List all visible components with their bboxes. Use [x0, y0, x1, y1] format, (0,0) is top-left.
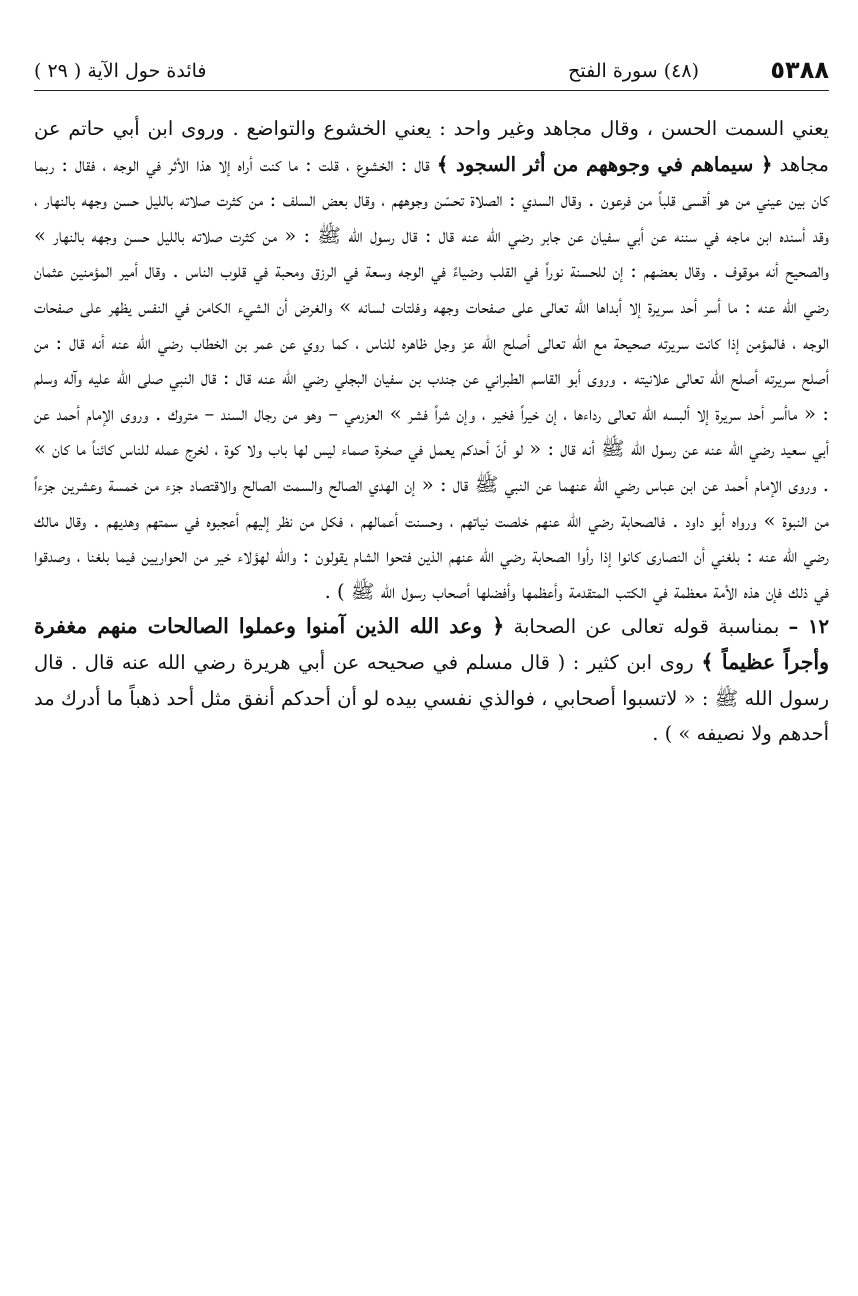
- page-header: [34, 50, 829, 91]
- surah-title: (٤٨) سورة الفتح: [568, 60, 699, 82]
- body-text: [34, 111, 829, 752]
- section-intro: بمناسبة قوله تعالى عن الصحابة: [504, 615, 789, 639]
- paragraph: [34, 111, 829, 609]
- page-number: ٥٣٨٨: [770, 56, 829, 84]
- paragraph-text: يعني السمت الحسن ، وقال مجاهد وغير واحد : يعني الخشوع والتواضع . وروى ابن أبي حاتم عن مجاهد: [34, 117, 829, 176]
- section-text: روى ابن كثير : ( قال مسلم في صحيحه عن أبي هريرة رضي الله عنه قال . قال رسول الله ﷺ : « لاتسبوا أصحابي ، فوالذي نفسي بيده لو أن أحدكم أنفق مثل أحد ذهباً ما أدرك مد أحدهم ولا نصيفه » ) .: [34, 650, 829, 746]
- quran-verse: ﴿ وعد الله الذين آمنوا وعملوا الصالحات منهم مغفرة وأجراً عظيماً ﴾: [34, 614, 829, 674]
- section-12: [34, 609, 829, 751]
- paragraph-text: قال : الخشوع ، قلت : ما كنت أراه إلا هذا الأثر في الوجه ، فقال : ربما كان بين عيني من هو أقسى قلباً من فرعون . وقال السدي : الصلاة تحسّن وجوههم ، وقال بعض السلف : من كثرت صلاته بالليل حسن وجهه بالنهار ، وقد أسنده ابن ماجه في سننه عن أبي سفيان عن جابر رضي الله عنه قال : قال رسول الله ﷺ : « من كثرت صلاته بالليل حسن وجهه بالنهار » والصحيح أنه موقوف . وقال بعضهم : إن للحسنة نوراً في القلب وضياءً في الوجه وسعة في الرزق ومحبة في قلوب الناس . وقال أمير المؤمنين عثمان رضي الله عنه : ما أسر أحد سريرة إلا أبداها الله تعالى على صفحات وجهه وفلتات لسانه » والغرض أن الشيء الكامن في النفس يظهر على صفحات الوجه ، فالمؤمن إذا كانت سريرته صحيحة مع الله تعالى أصلح الله عز وجل ظاهره للناس ، كما روي عن عمر بن الخطاب رضي الله عنه أنه قال : من أصلح سريرته أصلح الله تعالى علانيته . وروى أبو القاسم الطبراني عن جندب بن سفيان البجلي رضي الله عنه قال : قال النبي صلى الله عليه وآله وسلم : « ماأسر أحد سريرة إلا ألبسه الله تعالى رداءها ، إن خيراً فخير ، وإن شراً فشر » العزرمي – وهو من رجال السند – متروك . وروى الإمام أحمد عن أبي سعيد رضي الله عنه عن رسول الله ﷺ أنه قال : « لو أنّ أحدكم يعمل في صخرة صماء ليس لها باب ولا كوة ، لخرج عمله للناس كائناً ما كان » . وروى الإمام أحمد عن ابن عباس رضي الله عنهما عن النبي ﷺ قال : « إن الهدي الصالح والسمت الصالح والاقتصاد جزء من خمسة وعشرين جزءاً من النبوة » ورواه أبو داود . فالصحابة رضي الله عنهم خلصت نياتهم ، وحسنت أعمالهم ، فكل من نظر إليهم أعجبوه في سمتهم وهديهم . وقال مالك رضي الله عنه : بلغني أن النصارى كانوا إذا رأوا الصحابة رضي الله عنهم الذين فتحوا الشام يقولون : والله لهؤلاء خير من الحواريين فيما بلغنا ، وصدقوا في ذلك فإن هذه الأمة معظمة في الكتب المتقدمة وأعظمها وأفضلها أصحاب رسول الله ﷺ ) .: [34, 152, 829, 603]
- section-number: ١٢ –: [788, 615, 829, 639]
- book-page: [34, 50, 829, 752]
- quran-verse: ﴿ سيماهم في وجوههم من أثر السجود ﴾: [436, 152, 773, 176]
- section-topic: فائدة حول الآية ( ٢٩ ): [34, 60, 207, 82]
